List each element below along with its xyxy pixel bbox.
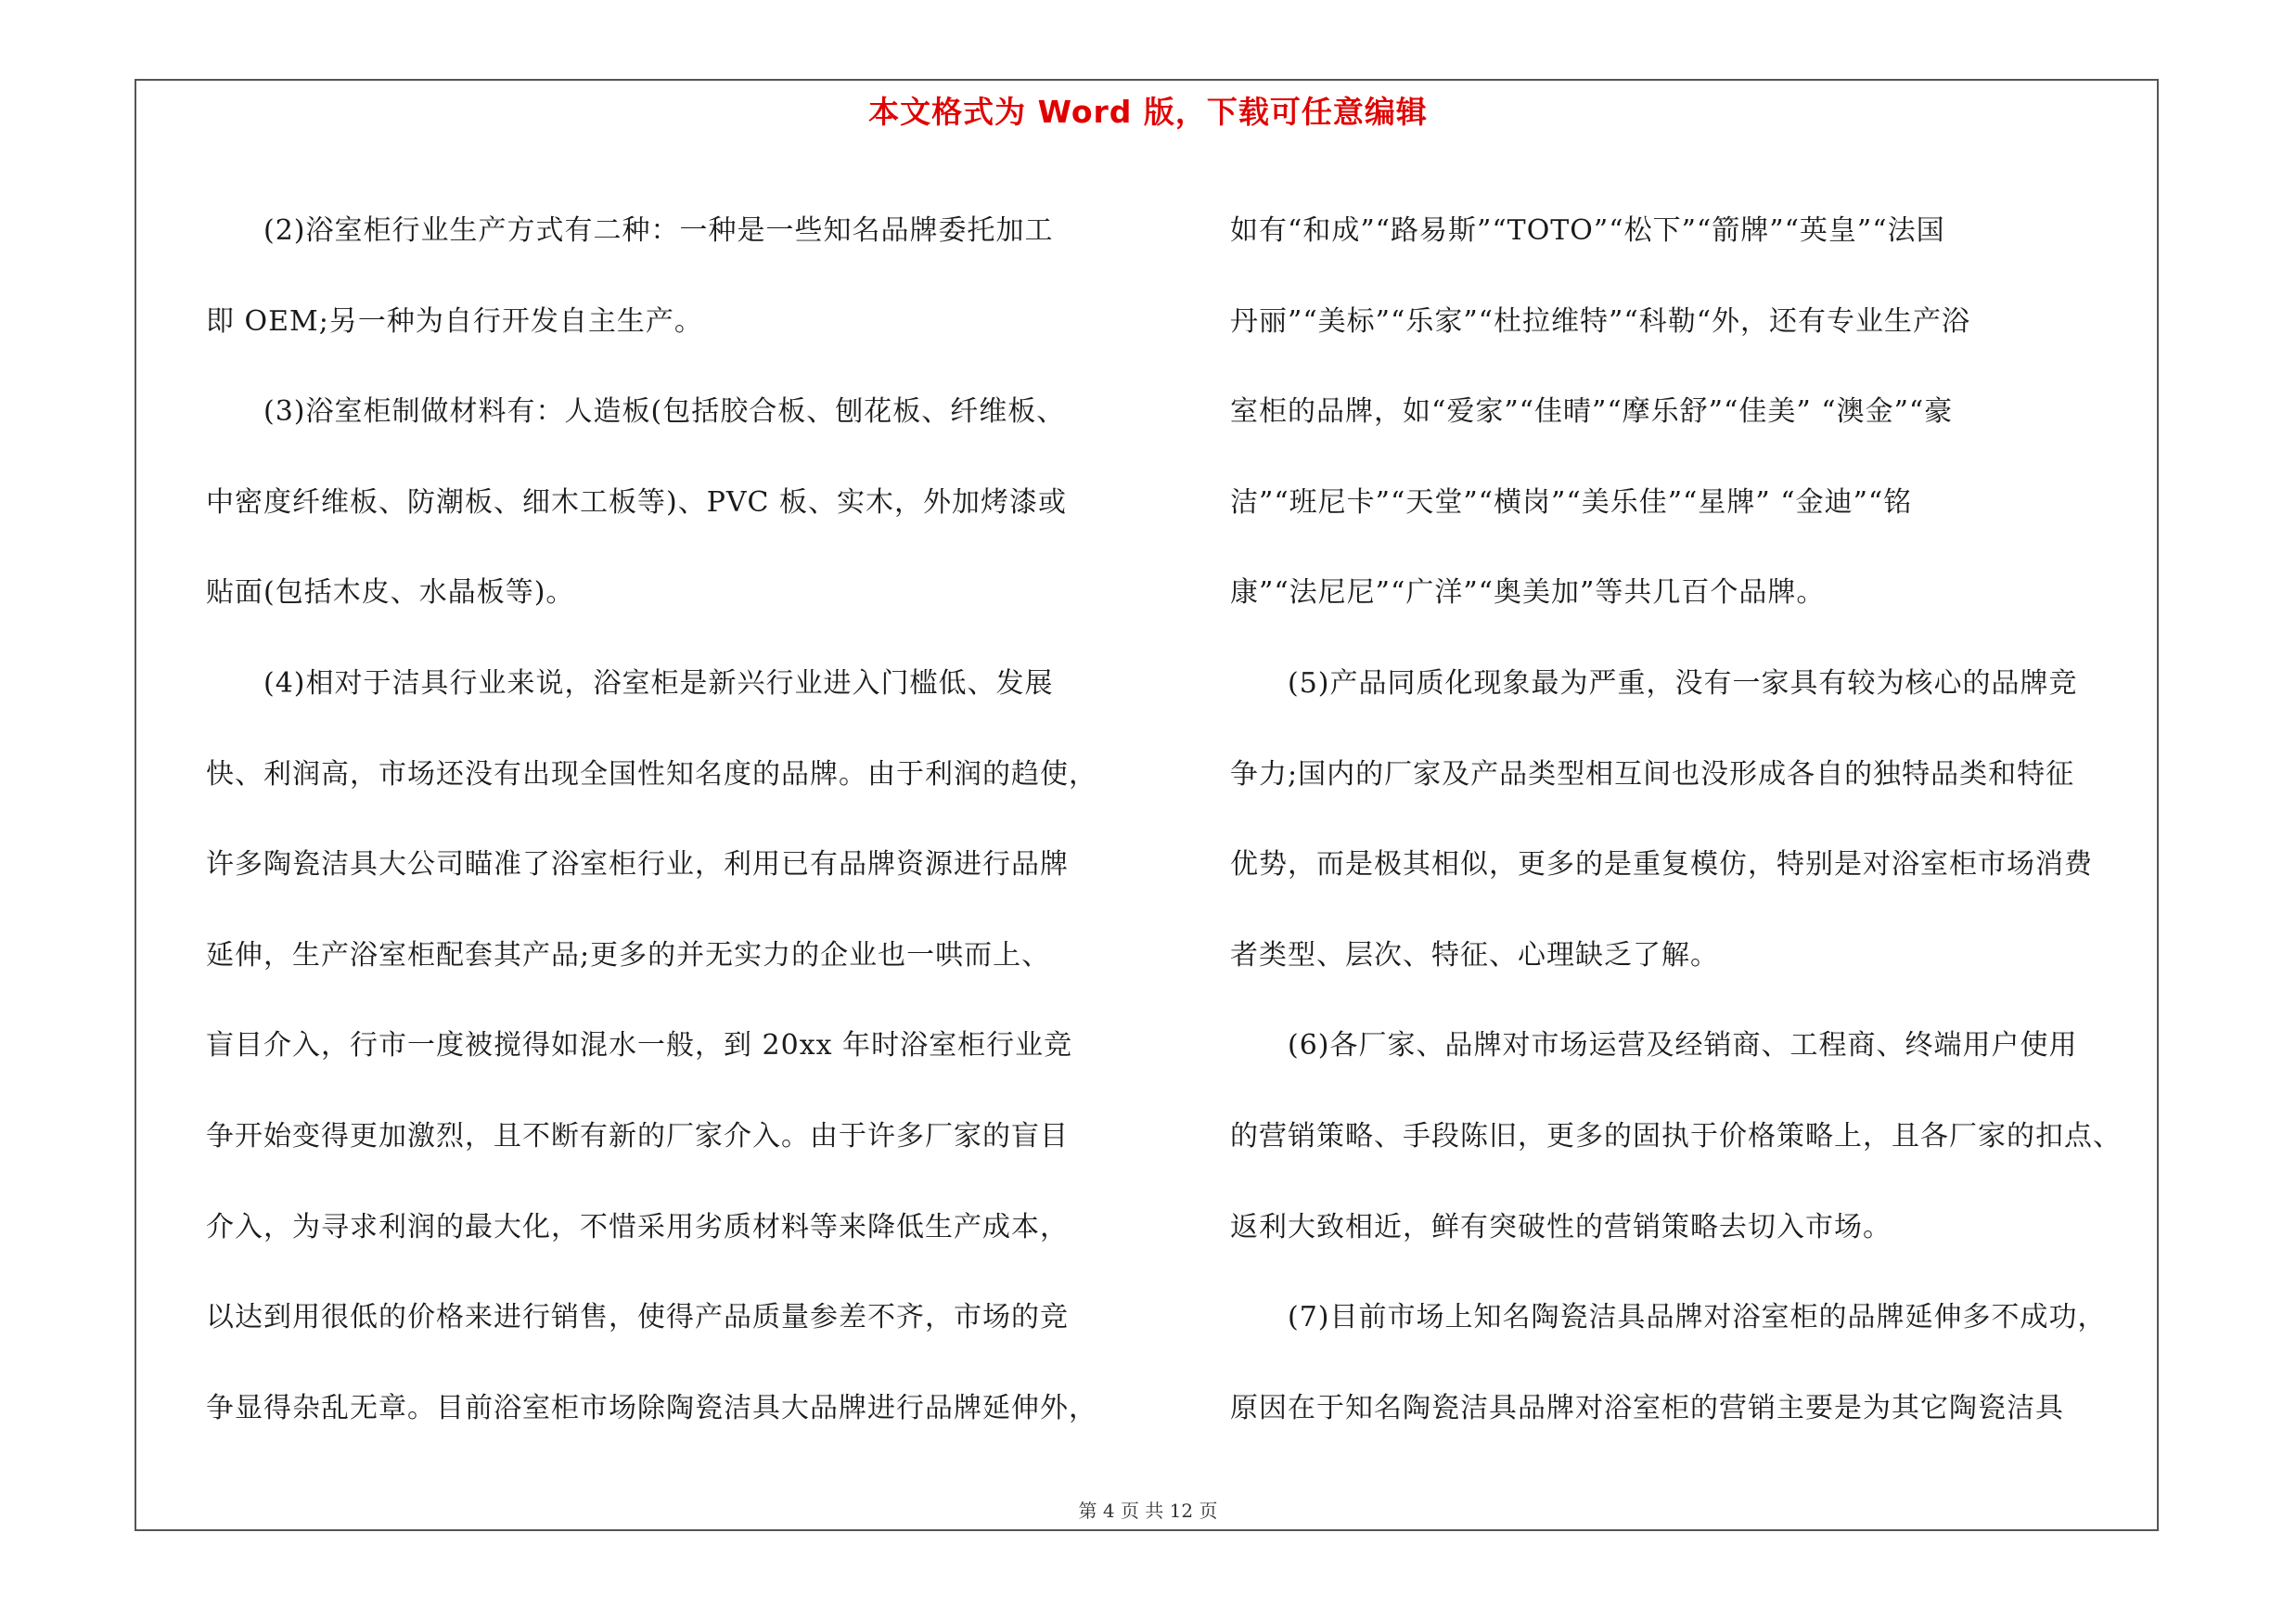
text-line: 介入，为寻求利润的最大化，不惜采用劣质材料等来降低生产成本， (206, 1210, 1069, 1243)
text-line: 快、利润高，市场还没有出现全国性知名度的品牌。由于利润的趋使， (206, 757, 1097, 791)
text-line: 以达到用很低的价格来进行销售，使得产品质量参差不齐，市场的竞 (206, 1301, 1069, 1334)
text-line: 如有“和成”“路易斯”“TOTO”“松下”“箭牌”“英皇”“法国 (1230, 214, 1945, 247)
text-line: 延伸，生产浴室柜配套其产品;更多的并无实力的企业也一哄而上、 (206, 938, 1051, 972)
word-format-banner: 本文格式为 Word 版，下载可任意编辑 (868, 94, 1428, 130)
text-line: (4)相对于洁具行业来说，浴室柜是新兴行业进入门槛低、发展 (206, 666, 1054, 700)
text-line: 许多陶瓷洁具大公司瞄准了浴室柜行业，利用已有品牌资源进行品牌 (206, 848, 1069, 882)
text-line: 洁”“班尼卡”“天堂”“横岗”“美乐佳”“星牌” “金迪”“铭 (1230, 485, 1913, 519)
text-line: 丹丽”“美标”“乐家”“杜拉维特”“科勒“外，还有专业生产浴 (1230, 304, 1971, 338)
text-line: 争显得杂乱无章。目前浴室柜市场除陶瓷洁具大品牌进行品牌延伸外， (206, 1391, 1097, 1424)
text-line: 原因在于知名陶瓷洁具品牌对浴室柜的营销主要是为其它陶瓷洁具 (1230, 1391, 2064, 1424)
text-line: 贴面(包括木皮、水晶板等)。 (206, 576, 575, 610)
right-text-column (1230, 186, 2148, 1453)
text-line: 盲目介入，行市一度被搅得如混水一般，到 20xx 年时浴室柜行业竞 (206, 1029, 1073, 1063)
left-text-column (206, 186, 1134, 1453)
text-line: 争力;国内的厂家及产品类型相互间也没形成各自的独特品类和特征 (1230, 757, 2075, 791)
page-number-label: 第 4 页 共 12 页 (1078, 1500, 1218, 1522)
page-footer (0, 1496, 2296, 1523)
text-line: 争开始变得更加激烈，且不断有新的厂家介入。由于许多厂家的盲目 (206, 1119, 1069, 1153)
text-line: 返利大致相近，鲜有突破性的营销策略去切入市场。 (1230, 1210, 1892, 1243)
text-line: 者类型、层次、特征、心理缺乏了解。 (1230, 938, 1719, 972)
text-line: 康”“法尼尼”“广洋”“奥美加”等共几百个品牌。 (1230, 576, 1826, 610)
text-line: (2)浴室柜行业生产方式有二种：一种是一些知名品牌委托加工 (206, 214, 1054, 247)
text-line: (7)目前市场上知名陶瓷洁具品牌对浴室柜的品牌延伸多不成功， (1230, 1301, 2107, 1334)
text-line: 室柜的品牌，如“爱家”“佳晴”“摩乐舒”“佳美” “澳金”“豪 (1230, 395, 1954, 429)
text-line: 优势，而是极其相似，更多的是重复模仿，特别是对浴室柜市场消费 (1230, 848, 2093, 882)
text-line: 的营销策略、手段陈旧，更多的固执于价格策略上，且各厂家的扣点、 (1230, 1119, 2122, 1153)
text-line: 中密度纤维板、防潮板、细木工板等)、PVC 板、实木，外加烤漆或 (206, 485, 1068, 519)
text-line: (3)浴室柜制做材料有：人造板(包括胶合板、刨花板、纤维板、 (206, 395, 1066, 429)
text-line: (5)产品同质化现象最为严重，没有一家具有较为核心的品牌竞 (1230, 666, 2078, 700)
text-line: (6)各厂家、品牌对市场运营及经销商、工程商、终端用户使用 (1230, 1029, 2078, 1063)
text-line: 即 OEM;另一种为自行开发自主生产。 (206, 304, 703, 338)
